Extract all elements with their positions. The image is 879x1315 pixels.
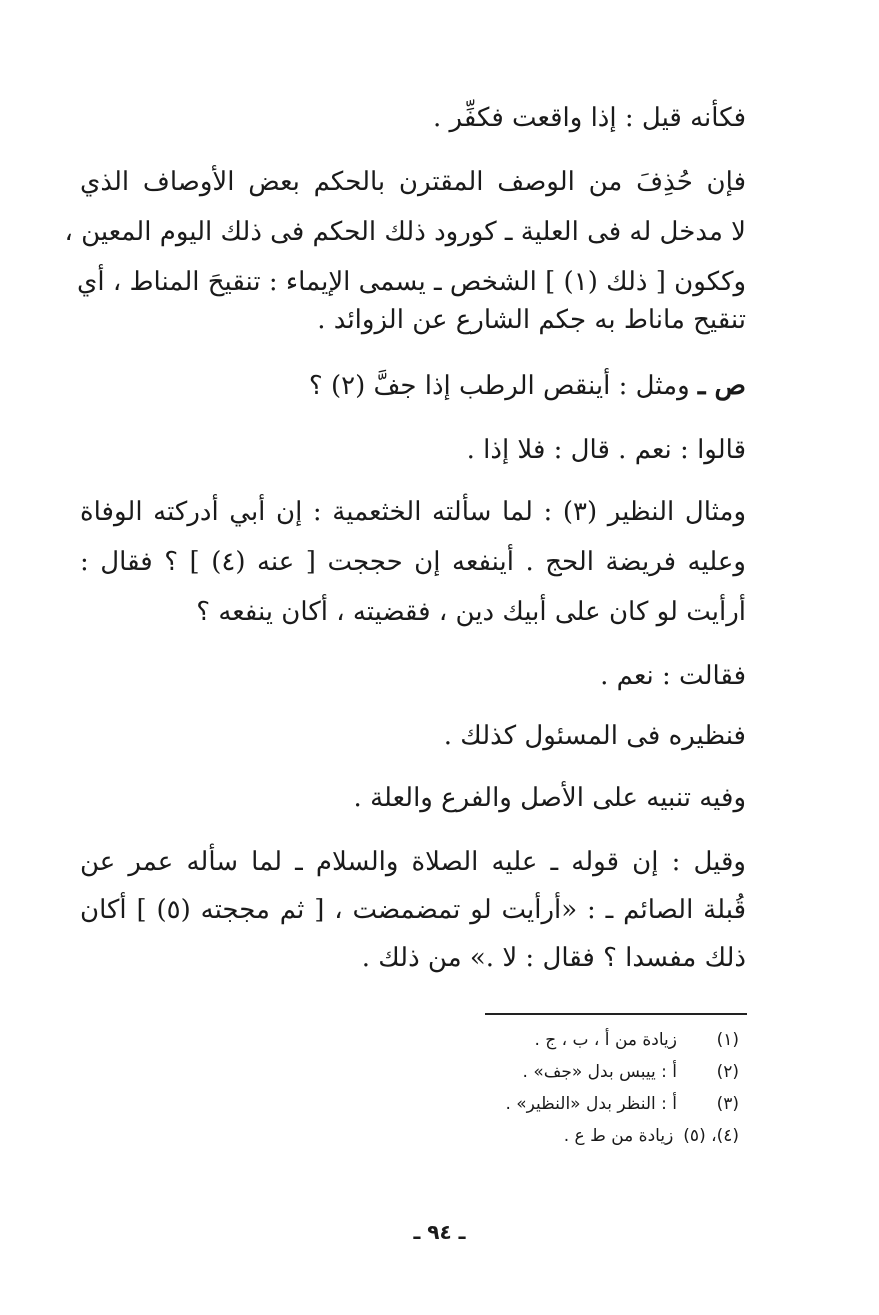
text-line-6	[309, 366, 746, 406]
text-line-15: قُبلة الصائم ـ : «أرأيت لو تمضمضت ، [ ثم مججته (٥) ] أكان	[80, 895, 747, 925]
footnote-4-number: (٤)، (٥)	[683, 1126, 739, 1146]
footnote-2-text: أ : ييبس بدل «جف» .	[522, 1062, 677, 1082]
footnote-1	[534, 1028, 739, 1052]
text-line-10: أرأيت لو كان على أبيك دين ، فقضيته ، أكان ينفعه ؟	[196, 597, 746, 627]
text-line-14: وقيل : إن قوله ـ عليه الصلاة والسلام ـ لما سأله عمر عن	[80, 847, 746, 877]
footnote-3-text: أ : النظر بدل «النظير» .	[505, 1094, 677, 1114]
text-line-12: فنظيره فى المسئول كذلك .	[443, 721, 746, 751]
text-line-2: فإن حُذِفَ من الوصف المقترن بالحكم بعض الأوصاف الذي	[80, 167, 746, 197]
text-line-6-body: ومثل : أينقص الرطب إذا جفَّ (٢) ؟	[308, 371, 690, 401]
footnote-2	[523, 1060, 739, 1084]
footnote-2-number: (٢)	[716, 1062, 739, 1082]
text-line-9: وعليه فريضة الحج . أينفعه إن حججت [ عنه (٤) ] ؟ فقال :	[80, 547, 746, 577]
text-line-16: ذلك مفسدا ؟ فقال : لا .» من ذلك .	[361, 943, 746, 973]
footnote-1-text: زيادة من أ ، ب ، ج .	[534, 1030, 677, 1050]
page-number: ـ ٩٤ ـ	[413, 1220, 466, 1244]
footnote-3	[505, 1092, 739, 1116]
footnote-1-number: (١)	[716, 1030, 739, 1050]
footnote-4	[564, 1124, 739, 1148]
footnote-3-number: (٣)	[716, 1094, 739, 1114]
text-line-1: فكأنه قيل : إذا واقعت فكفِّر .	[432, 103, 746, 133]
text-line-5: تنقيح ماناط به جكم الشارع عن الزوائد .	[317, 305, 746, 335]
sad-label: ص ـ	[697, 371, 746, 401]
text-line-11: فقالت : نعم .	[600, 661, 746, 691]
text-line-7: قالوا : نعم . قال : فلا إذا .	[466, 435, 746, 465]
text-line-13: وفيه تنبيه على الأصل والفرع والعلة .	[353, 783, 746, 813]
text-line-4: وككون [ ذلك (١) ] الشخص ـ يسمى الإيماء : تنقيحَ المناط ، أي	[77, 267, 746, 297]
text-line-8: ومثال النظير (٣) : لما سألته الخثعمية : إن أبي أدركته الوفاة	[80, 497, 746, 527]
footnote-4-text: زيادة من ط ع .	[563, 1126, 674, 1146]
footnote-divider	[485, 1013, 747, 1015]
text-line-3: لا مدخل له فى العلية ـ كورود ذلك الحكم فى ذلك اليوم المعين ،	[64, 217, 746, 247]
